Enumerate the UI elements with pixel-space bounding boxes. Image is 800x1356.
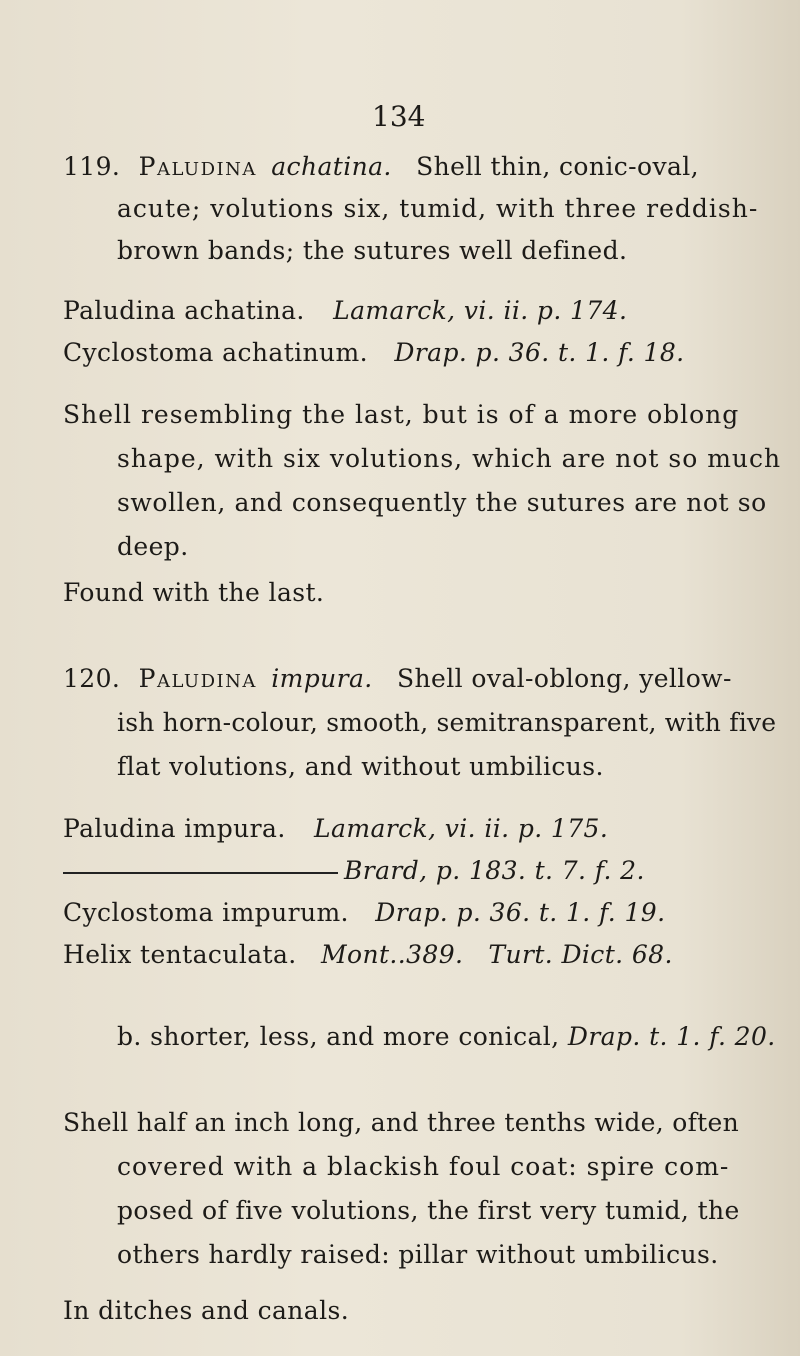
synonym-name: Cyclostoma impurum. bbox=[63, 898, 349, 927]
entry-119-genus: Paludina bbox=[138, 152, 257, 181]
entry-120-habitat: In ditches and canals. bbox=[63, 1296, 350, 1325]
entry-120-variety-b bbox=[117, 1022, 776, 1051]
synonym-reference: Brard, p. 183. t. 7. f. 2. bbox=[344, 856, 645, 885]
synonym-name: Paludina impura. bbox=[63, 814, 286, 843]
synonym-reference: Mont..389. Turt. Dict. 68. bbox=[321, 940, 673, 969]
entry-119-desc-2: acute; volutions six, tumid, with three reddish- bbox=[117, 194, 759, 223]
synonym-name: Cyclostoma achatinum. bbox=[63, 338, 368, 367]
entry-119-desc-3: brown bands; the sutures well defined. bbox=[117, 236, 628, 265]
entry-119-number: 119. bbox=[63, 152, 121, 181]
entry-120-desc-1: Shell oval-oblong, yellow- bbox=[397, 664, 732, 693]
entry-120-note-4: others hardly raised: pillar without umbilicus. bbox=[117, 1240, 719, 1269]
entry-120-genus: Paludina bbox=[138, 664, 257, 693]
entry-120-number: 120. bbox=[63, 664, 121, 693]
variety-text: b. shorter, less, and more conical, bbox=[117, 1022, 560, 1051]
entry-119-species: achatina. bbox=[271, 152, 392, 181]
synonym-reference: Drap. p. 36. t. 1. f. 19. bbox=[375, 898, 666, 927]
entry-120-desc-3: flat volutions, and without umbilicus. bbox=[117, 752, 604, 781]
entry-120-synonym-2 bbox=[63, 856, 645, 885]
entry-119-desc-1: Shell thin, conic-oval, bbox=[416, 152, 700, 181]
entry-120-note-2: covered with a blackish foul coat: spire com- bbox=[117, 1152, 730, 1181]
entry-120-desc-2: ish horn-colour, smooth, semitransparent, with five bbox=[117, 708, 777, 737]
synonym-reference: Lamarck, vi. ii. p. 174. bbox=[333, 296, 628, 325]
synonym-reference: Drap. p. 36. t. 1. f. 18. bbox=[394, 338, 685, 367]
entry-120-heading bbox=[63, 664, 732, 693]
entry-120-synonym-3 bbox=[63, 898, 665, 927]
entry-119-note-1: Shell resembling the last, but is of a more oblong bbox=[63, 400, 740, 429]
ditto-rule bbox=[63, 872, 338, 874]
variety-reference: Drap. t. 1. f. 20. bbox=[567, 1022, 776, 1051]
entry-119-habitat: Found with the last. bbox=[63, 578, 325, 607]
page-number: 134 bbox=[372, 100, 426, 133]
entry-119-synonym-1 bbox=[63, 296, 627, 325]
entry-119-synonym-2 bbox=[63, 338, 685, 367]
synonym-name: Paludina achatina. bbox=[63, 296, 305, 325]
entry-120-synonym-4 bbox=[63, 940, 673, 969]
entry-119-note-4: deep. bbox=[117, 532, 189, 561]
entry-119-heading bbox=[63, 152, 699, 181]
synonym-name: Helix tentaculata. bbox=[63, 940, 297, 969]
entry-120-note-1: Shell half an inch long, and three tenths wide, often bbox=[63, 1108, 739, 1137]
entry-119-note-3: swollen, and consequently the sutures are not so bbox=[117, 488, 767, 517]
entry-119-note-2: shape, with six volutions, which are not so much bbox=[117, 444, 782, 473]
synonym-reference: Lamarck, vi. ii. p. 175. bbox=[314, 814, 609, 843]
entry-120-note-3: posed of five volutions, the first very tumid, the bbox=[117, 1196, 740, 1225]
entry-120-species: impura. bbox=[271, 664, 373, 693]
entry-120-synonym-1 bbox=[63, 814, 608, 843]
